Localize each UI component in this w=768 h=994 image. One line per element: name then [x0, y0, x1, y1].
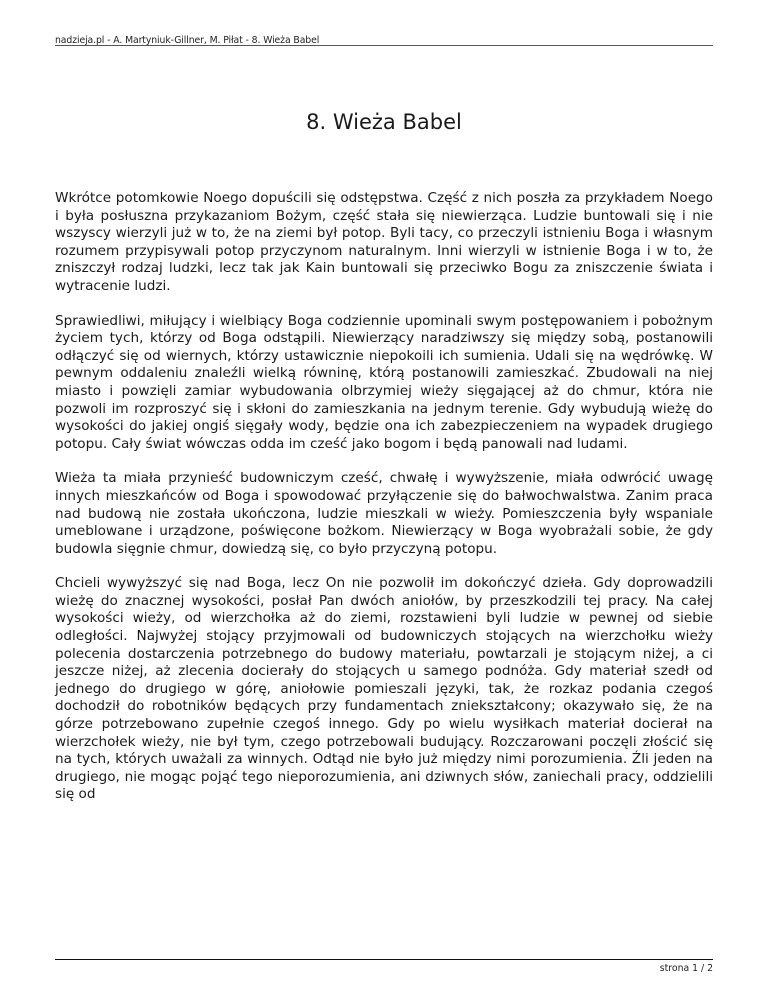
paragraph: Wieża ta miała przynieść budowniczym cześć, chwałę i wywyższenie, miała odwrócić uwagę innych mieszkańców od Boga i spowodować przyłączenie się do bałwochwalstwa. Zanim praca nad budową nie została ukończona, ludzie mieszkali w wieży. Pomieszczenia były wspaniale umeblowane i urządzone, poświęcone bożkom. Niewierzący w Boga wyobrażali sobie, że gdy budowla sięgnie chmur, dowiedzą się, co było przyczyną potopu.: [55, 470, 713, 557]
page-header: [55, 28, 713, 46]
paragraph: Wkrótce potomkowie Noego dopuścili się odstępstwa. Część z nich poszła za przykładem Noego i była posłuszna przykazaniom Bożym, część stała się niewierząca. Ludzie buntowali się i nie wszyscy wierzyli już w to, że na ziemi był potop. Byli tacy, co przeczyli istnieniu Boga i własnym rozumem przypisywali potop przyczynom naturalnym. Inni wierzyli w istnienie Boga i w to, że zniszczył rodzaj ludzki, lecz tak jak Kain buntowali się przeciwko Bogu za zniszczenie świata i wytracenie ludzi.: [55, 190, 713, 294]
page-number: strona 1 / 2: [659, 963, 713, 974]
document-body: [55, 190, 713, 821]
paragraph: Chcieli wywyższyć się nad Boga, lecz On nie pozwolił im dokończyć dzieła. Gdy doprowadzili wieżę do znacznej wysokości, posłał Pan dwóch aniołów, by przeszkodzili tej pracy. Na całej wysokości wieży, od wierzchołka aż do ziemi, rozstawieni byli ludzie w pewnej od siebie odległości. Najwyżej stojący przyjmowali od budowniczych stojących na wierzchołku wieży polecenia dostarczenia potrzebnego do budowy materiału, powtarzali je stojącym niżej, a ci jeszcze niżej, aż zlecenia docierały do stojących u samego podnóża. Gdy materiał szedł od jednego do drugiego w górę, aniołowie pomieszali języki, tak, że rozkaz podania czegoś dochodził do robotników będących przy fundamentach zniekształcony; okazywało się, że na górze potrzebowano zupełnie czegoś innego. Gdy po wielu wysiłkach materiał docierał na wierzchołek wieży, nie był tym, czego potrzebowali budujący. Rozczarowani poczęli złościć się na tych, których uważali za winnych. Odtąd nie było już między nimi porozumienia. Źli jeden na drugiego, nie mogąc pojąć tego nieporozumienia, ani dziwnych słów, zaniechali pracy, oddzielili się od: [55, 575, 713, 803]
header-text: nadzieja.pl - A. Martyniuk-Gillner, M. Piłat - 8. Wieża Babel: [55, 35, 320, 46]
document-title: 8. Wieża Babel: [306, 110, 462, 134]
paragraph: Sprawiedliwi, miłujący i wielbiący Boga codziennie upominali swym postępowaniem i pobożnym życiem tych, którzy od Boga odstąpili. Niewierzący naradziwszy się między sobą, postanowili odłączyć się od wiernych, którzy ustawicznie niepokoili ich sumienia. Udali się na wędrówkę. W pewnym oddaleniu znaleźli wielką równinę, którą postanowili zamieszkać. Zbudowali na niej miasto i powzięli zamiar wybudowania olbrzymiej wieży sięgającej aż do chmur, która nie pozwoli im rozproszyć się i skłoni do zamieszkania na jednym terenie. Gdy wybudują wieżę do wysokości do jakiej ongiś sięgały wody, będzie ona ich zabezpieczeniem na wypadek drugiego potopu. Cały świat wówczas odda im cześć jako bogom i będą panowali nad ludami.: [55, 312, 713, 452]
page-footer: [55, 959, 713, 975]
